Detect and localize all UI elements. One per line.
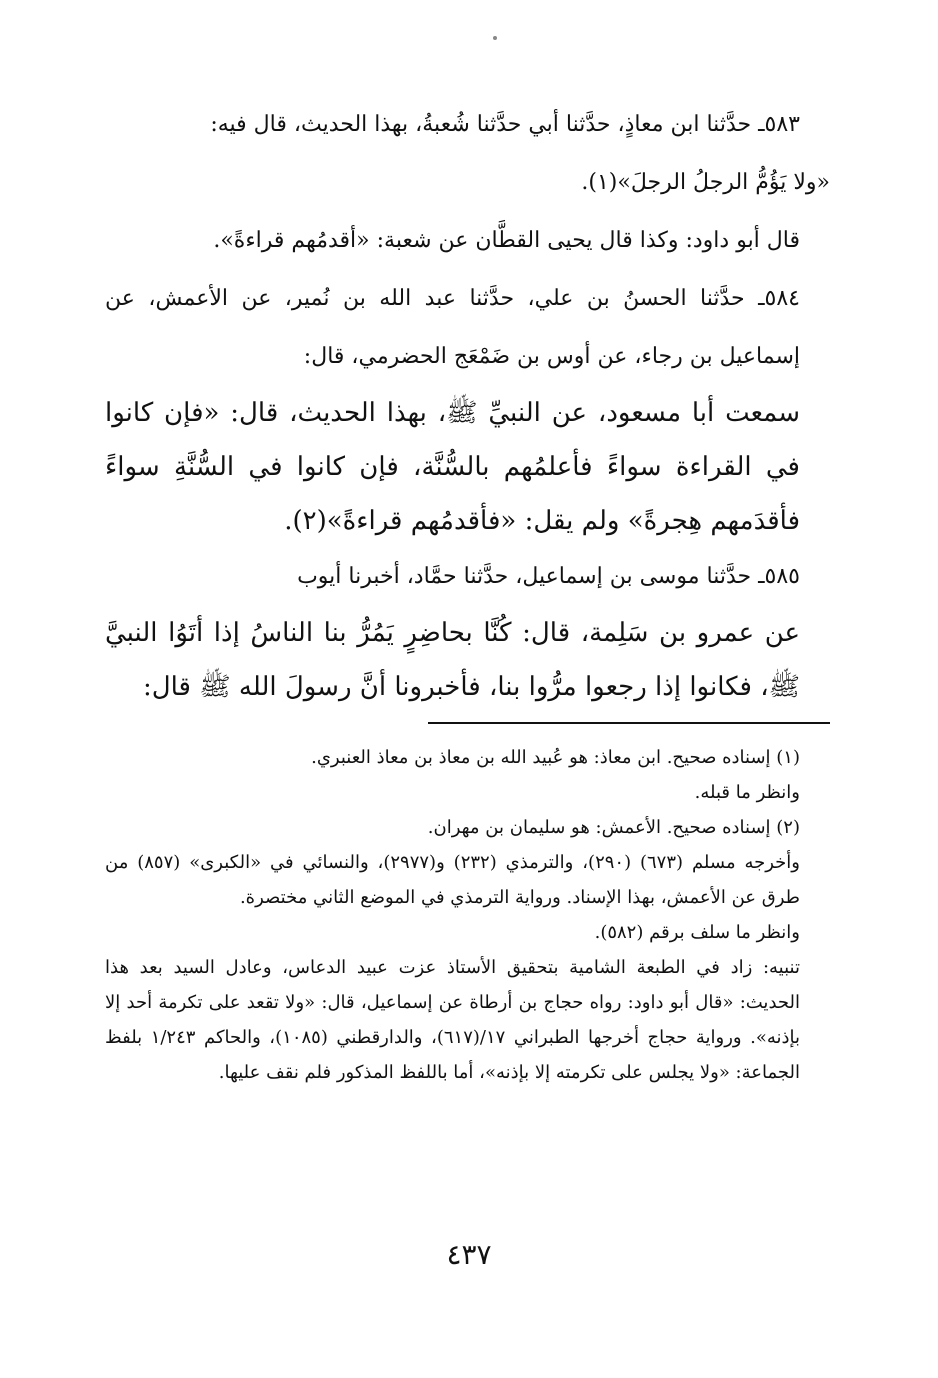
hadith-583-line: ٥٨٣ـ حدَّثنا ابن معاذٍ، حدَّثنا أبي حدَّثنا شُعبةُ، بهذا الحديث، قال فيه: <box>210 112 800 137</box>
footnote-2-takhrij: وأخرجه مسلم (٦٧٣) (٢٩٠)، والترمذي (٢٣٢) و(٢٩٧٧)، والنسائي في «الكبرى» (٨٥٧) من طرق عن الأعمش، بهذا الإسناد. ورواية الترمذي في الموضع الثاني مختصرة. <box>105 852 800 908</box>
hadith-583-text: «ولا يَؤُمُّ الرجلُ الرجلَ»(١). <box>581 170 830 195</box>
hadith-585-text: عن عمرو بن سَلِمة، قال: كُنَّا بحاضِرٍ يَمُرُّ بنا الناسُ إذا أتَوُا النبيَّ ﷺ، فكانوا إذا رجعوا مرُّوا بنا، فأخبرونا أنَّ رسولَ الله ﷺ قال: <box>105 618 800 702</box>
hadith-584-text: سمعت أبا مسعود، عن النبيِّ ﷺ، بهذا الحديث، قال: «فإن كانوا في القراءة سواءً فأعلمُهم بالسُّنَّة، فإن كانوا في السُّنَّةِ سواءً فأقدَمهم هِجرةً» ولم يقل: «فأقدمُهم قراءةً»(٢). <box>105 398 800 536</box>
footnote-1-ref: وانظر ما قبله. <box>694 782 800 803</box>
abu-dawud-comment: قال أبو داود: وكذا قال يحيى القطَّان عن شعبة: «أقدمُهم قراءةً». <box>213 228 800 253</box>
footnote-divider <box>428 722 830 724</box>
footnote-2: (٢) إسناده صحيح. الأعمش: هو سليمان بن مهران. <box>427 817 800 838</box>
hadith-585-isnad: ٥٨٥ـ حدَّثنا موسى بن إسماعيل، حدَّثنا حمَّاد، أخبرنا أيوب <box>297 564 800 589</box>
footnote-2-ref: وانظر ما سلف برقم (٥٨٢). <box>594 922 800 943</box>
footnote-note: تنبيه: زاد في الطبعة الشامية بتحقيق الأستاذ عزت عبيد الدعاس، وعادل السيد بعد هذا الحديث: «قال أبو داود: رواه حجاج بن أرطاة عن إسماعيل، قال: «ولا تقعد على تكرمة أحد إلا بإذنه». ورواية حجاج أخرجها الطبراني ١٧/(٦١٧)، والدارقطني (١٠٨٥)، والحاكم ١/٢٤٣ بلفظ الجماعة: «ولا يجلس على تكرمته إلا بإذنه»، أما باللفظ المذكور فلم نقف عليها. <box>105 957 801 1083</box>
footnotes <box>105 740 830 1090</box>
hadith-584-isnad: ٥٨٤ـ حدَّثنا الحسنُ بن علي، حدَّثنا عبد الله بن نُمير، عن الأعمش، عن إسماعيل بن رجاء، عن أوس بن ضَمْعَج الحضرمي، قال: <box>105 286 800 369</box>
page-number: ٤٣٧ <box>446 1238 492 1271</box>
footnote-1: (١) إسناده صحيح. ابن معاذ: هو عُبيد الله بن معاذ بن معاذ العنبري. <box>311 747 800 768</box>
main-text <box>105 96 830 714</box>
scan-speck <box>493 36 497 40</box>
